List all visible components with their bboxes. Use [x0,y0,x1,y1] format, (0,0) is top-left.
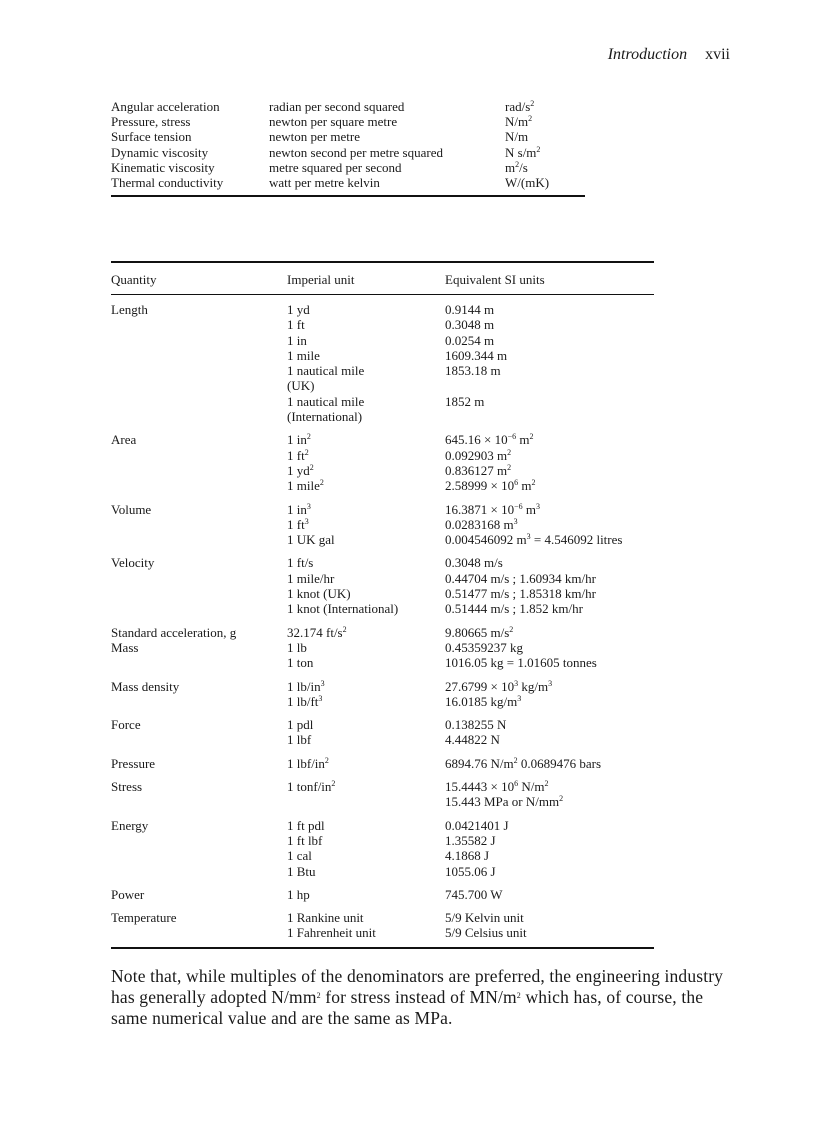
table-bottom-rule [111,195,585,197]
unit-symbol-cell: rad/$s^2$ [505,99,535,114]
empty-cell [111,348,287,363]
table-header-row [111,263,654,295]
unit-symbol-cell: N/m [505,129,529,145]
si-equivalent-cell: 6894.76 $N/m^2$ 0.0689476 bars [445,755,602,771]
imperial-unit-cell: 1 UK gal [287,532,335,548]
si-equivalent-cell: 1.35582 J [445,832,496,848]
empty-cell [111,333,287,348]
unit-symbol-cell: $m^2/s$ [505,159,528,175]
header-imperial-unit: Imperial unit [287,272,355,287]
si-equivalent-cell: 1852 m [445,393,485,409]
quantity-group [111,887,654,902]
si-equivalent-cell: 0.51477 m/s ; 1.85318 km/hr [445,586,596,602]
table-row [111,625,654,640]
empty-cell [111,732,287,747]
si-equivalent-cell: 15.443 MPa or $N/mm^2$ [445,794,564,810]
imperial-unit-cell: 1 $lb/in^3$ [287,678,325,694]
table-row [111,432,654,447]
si-equivalent-cell: $16.3871 \times 10^{-6}$ $m^3$ [445,501,540,517]
table-row [111,571,654,586]
si-equivalent-cell: $15.4443 \times 10^6$ $N/m^2$ [445,779,549,795]
si-equivalent-cell: 1016.05 kg = 1.01605 tonnes [445,655,597,671]
table-row [111,679,654,694]
unit-name-cell: watt per metre kelvin [269,175,380,191]
si-equivalent-cell: 0.0254 m [445,332,495,348]
table-row [111,925,654,940]
si-equivalent-cell: 0.092903 $m^2$ [445,447,512,463]
table-row [111,910,654,925]
quantity-group [111,640,654,671]
running-head [608,46,730,64]
table-row [111,394,654,409]
imperial-unit-cell: 1 in [287,332,307,348]
imperial-unit-cell [287,794,445,809]
table-row [111,887,654,902]
si-equivalent-cell: 1853.18 m [445,363,501,379]
quantity-group [111,818,654,879]
imperial-unit-cell: 1 mile/hr [287,570,335,586]
imperial-unit-cell: 1 mile [287,347,320,363]
table-row [111,145,585,160]
imperial-unit-cell: 1 ton [287,655,314,671]
quantity-cell: Velocity [111,555,155,571]
imperial-unit-cell: 1 $ft^2$ [287,447,309,463]
imperial-unit-cell: 1 nautical mile [287,393,365,409]
quantity-cell: Volume [111,501,152,517]
quantity-cell: Area [111,432,137,448]
imperial-unit-cell: 1 $in^2$ [287,432,311,448]
si-equivalent-cell: 4.1868 J [445,848,490,864]
quantity-group [111,756,654,771]
imperial-unit-cell: 1 lbf/$in^2$ [287,755,329,771]
si-equivalent-cell: 0.836127 $m^2$ [445,462,512,478]
quantity-cell: Dynamic viscosity [111,144,209,160]
empty-cell [111,601,287,616]
imperial-unit-cell: 1 yd [287,302,310,317]
table-row [111,655,654,670]
unit-name-cell: newton per square metre [269,114,398,130]
empty-cell [111,833,287,848]
imperial-unit-cell: (UK) [287,378,315,394]
imperial-unit-cell: 1 lb [287,639,307,655]
table-row [111,175,585,190]
imperial-unit-cell: 1 knot (International) [287,601,399,617]
si-equivalent-cell: 0.3048 m [445,317,495,333]
empty-cell [111,655,287,670]
si-equivalent-cell: 0.0283168 $m^3$ [445,516,518,532]
si-equivalent-cell: 9.80665 $m/s^2$ [445,624,514,640]
table-row [111,818,654,833]
empty-cell [111,586,287,601]
table-row [111,448,654,463]
page-number: xvii [705,46,730,63]
quantity-group [111,679,654,710]
quantity-cell: Force [111,717,141,733]
empty-cell [111,394,287,409]
imperial-unit-cell: 1 $lb/ft^3$ [287,693,323,709]
table-row [111,129,585,144]
si-equivalent-cell [445,409,654,424]
imperial-unit-cell: 1 ft/s [287,555,314,571]
unit-symbol-cell: W/(mK) [505,175,550,191]
imperial-unit-cell: 1 lbf [287,732,312,748]
unit-name-cell: newton per metre [269,129,360,145]
si-equivalent-cell: 5/9 Celsius unit [445,925,527,941]
table-row [111,586,654,601]
imperial-unit-cell: (International) [287,409,363,425]
imperial-unit-cell: 1 $in^3$ [287,501,311,517]
quantity-group [111,910,654,941]
imperial-unit-cell: 1 mile$^2$ [287,478,324,494]
table-row [111,864,654,879]
table-row [111,463,654,478]
imperial-unit-cell: 1 knot (UK) [287,586,351,602]
unit-symbol-cell: $N/m^2$ [505,114,533,130]
header-si-units: Equivalent SI units [445,272,545,287]
si-equivalent-cell: 745.700 W [445,886,503,902]
table-row [111,478,654,493]
imperial-unit-cell: 1 ft [287,317,305,333]
si-equivalent-cell: $27.6799 \times 10^3$ $kg/m^3$ [445,678,553,694]
imperial-unit-cell: 1 cal [287,848,312,864]
table-row [111,794,654,809]
imperial-unit-cell: 1 Btu [287,863,316,879]
si-equivalent-cell: $2.58999 \times 10^6$ $m^2$ [445,478,536,494]
empty-cell [111,532,287,547]
empty-cell [111,448,287,463]
empty-cell [111,694,287,709]
si-equivalent-cell: 0.004546092 $m^3 = 4.546092$ litres [445,532,623,548]
si-equivalent-cell: 0.45359237 kg [445,639,523,655]
quantity-cell: Mass [111,639,139,655]
table-row [111,848,654,863]
si-units-table-body [111,99,585,190]
table-row [111,601,654,616]
empty-cell [111,864,287,879]
running-title: Introduction [607,46,688,63]
quantity-cell: Kinematic viscosity [111,159,215,175]
unit-symbol-cell: N $s/m^2$ [505,144,541,160]
table-row [111,517,654,532]
quantity-cell: Power [111,886,145,902]
imperial-unit-cell: 32.174 $ft/s^2$ [287,624,347,640]
si-equivalent-cell: 0.138255 N [445,717,507,733]
conversion-table-body [111,295,654,941]
quantity-cell: Angular acceleration [111,99,220,114]
quantity-cell: Surface tension [111,129,192,145]
unit-name-cell: radian per second squared [269,99,405,114]
table-row [111,732,654,747]
quantity-cell: Length [111,302,148,317]
imperial-unit-cell: 1 Fahrenheit unit [287,925,376,941]
empty-cell [111,378,287,393]
imperial-unit-cell: 1 ft lbf [287,832,323,848]
quantity-cell: Stress [111,779,143,795]
imperial-unit-cell: 1 tonf/$in^2$ [287,779,336,795]
imperial-unit-cell: 1 Rankine unit [287,910,364,926]
table-row [111,378,654,393]
quantity-cell: Mass density [111,678,180,694]
unit-name-cell: newton second per metre squared [269,144,443,160]
imperial-unit-cell: 1 hp [287,886,310,902]
quantity-cell: Standard acceleration, g [111,624,237,640]
table-bottom-rule [111,947,654,949]
si-equivalent-cell [445,378,654,393]
table-row [111,833,654,848]
quantity-group [111,432,654,493]
table-row [111,114,585,129]
quantity-group [111,625,654,640]
unit-name-cell: metre squared per second [269,159,402,175]
quantity-cell: Energy [111,817,149,833]
table-row [111,348,654,363]
si-equivalent-cell: 0.0421401 J [445,817,509,833]
si-equivalent-cell: 16.0185 $kg/m^3$ [445,693,522,709]
table-row [111,502,654,517]
quantity-cell: Pressure [111,755,156,771]
header-quantity: Quantity [111,272,157,287]
si-equivalent-cell: 0.9144 m [445,302,495,317]
si-equivalent-cell: 0.3048 m/s [445,555,503,571]
empty-cell [111,848,287,863]
si-equivalent-cell: 1055.06 J [445,863,496,879]
table-row [111,779,654,794]
si-equivalent-cell: 1609.344 m [445,347,508,363]
si-equivalent-cell: 5/9 Kelvin unit [445,910,524,926]
empty-cell [111,794,287,809]
table-row [111,694,654,709]
imperial-unit-cell: 1 nautical mile [287,363,365,379]
imperial-unit-cell: 1 ft pdl [287,817,325,833]
quantity-cell: Pressure, stress [111,114,191,130]
note-paragraph: Note that, while multiples of the denominators are preferred, the engineering industry has generally adopted $N/mm^2$ for stress instead of $MN/m^2$ which has, of course, the same numerical value and are the same as MPa. [111,966,724,1028]
quantity-cell: Temperature [111,910,177,926]
empty-cell [111,363,287,378]
table-row [111,333,654,348]
quantity-group [111,717,654,748]
empty-cell [111,463,287,478]
empty-cell [111,409,287,424]
quantity-group [111,302,654,424]
empty-cell [111,925,287,940]
quantity-group [111,779,654,810]
imperial-unit-cell: 1 $yd^2$ [287,462,314,478]
empty-cell [111,571,287,586]
si-equivalent-cell: 0.51444 m/s ; 1.852 km/hr [445,601,583,617]
table-row [111,717,654,732]
empty-cell [111,317,287,332]
imperial-si-conversion-table [111,261,654,949]
table-row [111,532,654,547]
empty-cell [111,478,287,493]
si-units-table-continued [111,99,585,197]
si-equivalent-cell: 4.44822 N [445,732,500,748]
quantity-group [111,502,654,548]
imperial-unit-cell: 1 $ft^3$ [287,516,309,532]
imperial-unit-cell: 1 pdl [287,717,314,733]
empty-cell [111,517,287,532]
quantity-cell: Thermal conductivity [111,175,224,191]
table-row [111,640,654,655]
table-row [111,302,654,317]
table-row [111,99,585,114]
table-row [111,756,654,771]
table-row [111,363,654,378]
quantity-group [111,555,654,616]
table-row [111,160,585,175]
table-row [111,555,654,570]
table-row [111,409,654,424]
table-row [111,317,654,332]
si-equivalent-cell: $645.16 \times 10^{-6}$ $m^2$ [445,432,534,448]
si-equivalent-cell: 0.44704 m/s ; 1.60934 km/hr [445,570,596,586]
